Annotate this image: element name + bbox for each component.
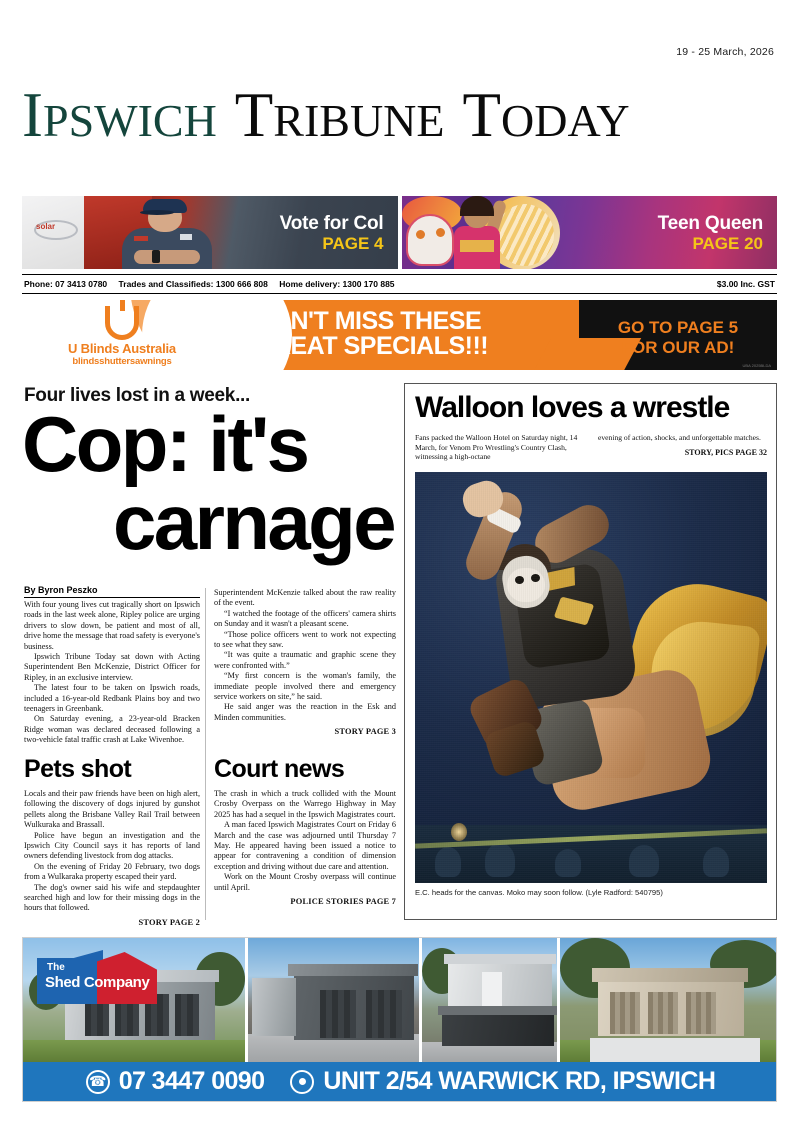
- lead-kicker: Four lives lost in a week...: [24, 385, 251, 406]
- phone-icon: [86, 1070, 110, 1094]
- paragraph: On the evening of Friday 20 February, two dogs from a Wulkaraka property escaped their yard.: [24, 861, 200, 882]
- feature-story-pointer: STORY, PICS PAGE 32: [684, 447, 767, 457]
- paragraph: The crash in which a truck collided with the Mount Crosby Overpass on the Warrego Highway in May 2025 has had a sequel in the Ipswich Magistrates court.: [214, 789, 396, 819]
- shed-phone-number: 07 3447 0090: [118, 1067, 265, 1095]
- ublinds-fine-print: UBA 2025BLDA: [742, 363, 771, 368]
- paragraph: Police have begun an investigation and the Ipswich City Council says it has reports of land owners defending livestock from dog attacks.: [24, 830, 200, 861]
- cover-price: $3.00 Inc. GST: [716, 279, 775, 289]
- paragraph: Locals and their paw friends have been on high alert, following the discovery of dogs injured by gunshot pellets along the Brisbane Valley Rail Trail between Wulkuraka and Brassall.: [24, 789, 200, 830]
- ublinds-headline-line2: GREAT SPECIALS!!!: [254, 332, 489, 360]
- teaser-title: Vote for Col: [279, 212, 384, 234]
- teaser-teen-text: [658, 213, 763, 253]
- paragraph: Ipswich Tribune Today sat down with Acting Superintendent Ben McKenzie, District Officer for Ripley, in an exclusive interview.: [24, 652, 200, 682]
- masthead-title: [22, 80, 777, 150]
- paragraph: “It was quite a traumatic and graphic scene they were confronted with.”: [214, 650, 396, 670]
- shed-contact-bar: [23, 1062, 777, 1101]
- contact-bar: [22, 274, 777, 294]
- ublinds-cta-line2: FOR OUR AD!: [621, 338, 735, 357]
- teaser-teen-queen[interactable]: [402, 196, 778, 269]
- lead-body-column-2: [214, 588, 396, 738]
- feature-story-box: [404, 383, 777, 920]
- contact-numbers: [24, 279, 404, 289]
- paragraph: “Those police officers went to work not expecting to see what they saw.: [214, 629, 396, 650]
- ublinds-headline-line1: DON'T MISS THESE: [254, 307, 482, 335]
- ublinds-banner-ad[interactable]: [22, 300, 777, 370]
- ublinds-cta-line1: GO TO PAGE 5: [617, 318, 739, 337]
- teaser-page-ref: PAGE 20: [692, 233, 763, 253]
- teaser-vote-for-col[interactable]: [22, 196, 398, 269]
- teaser-mask: [406, 214, 454, 266]
- feature-intro-col1: Fans packed the Walloon Hotel on Saturday night, 14 March, for Venom Pro Wrestling's Country Clash, witnessing a high-octane: [415, 433, 578, 462]
- feature-headline: Walloon loves a wrestle: [415, 391, 730, 424]
- shed-company-ad[interactable]: [22, 937, 777, 1102]
- wrestling-photo-caption: E.C. heads for the canvas. Moko may soon follow. (Lyle Radford: 540795): [415, 888, 663, 897]
- contact-trades: Trades and Classifieds: 1300 666 808: [118, 279, 268, 289]
- shed-company-logo: [37, 946, 157, 1004]
- paragraph: On Saturday evening, a 23-year-old Bracken Ridge woman was declared deceased following a two-vehicle fatal traffic crash at Lake Wivenhoe.: [24, 714, 200, 745]
- location-pin-icon: [290, 1070, 314, 1094]
- court-headline: Court news: [214, 755, 345, 783]
- feature-intro: [415, 433, 767, 462]
- lead-byline: By Byron Peszko: [24, 585, 200, 598]
- shed-logo-line2: Shed Company: [45, 974, 150, 991]
- masthead-word-ipswich: IPSWICH: [22, 80, 217, 150]
- lead-headline-line1: Cop: it's: [22, 400, 308, 488]
- ublinds-brand-name: U Blinds Australia: [68, 341, 176, 356]
- column-rule: [205, 588, 206, 920]
- paragraph: A man faced Ipswich Magistrates Court on Friday 6 March and the case was adjourned until Thursday 7 May. He appeared having been issued a notice to appear for contravening a condition of dimension exception and driving without due care and attention.: [214, 820, 396, 871]
- feature-intro-col2-wrap: [598, 433, 767, 462]
- shed-photo-2: [248, 938, 420, 1064]
- lead-body-column-1: [24, 600, 200, 746]
- u-logo-icon: [105, 306, 139, 340]
- shed-photo-4: [560, 938, 777, 1064]
- lead-headline-line2: carnage: [113, 478, 394, 566]
- story-pointer: STORY PAGE 2: [138, 917, 200, 927]
- teaser-page-ref: PAGE 4: [322, 233, 384, 253]
- shed-logo-line1: The: [47, 962, 65, 973]
- shed-photo-3: [422, 938, 557, 1064]
- wrestling-photo: [415, 472, 767, 883]
- pets-body: [24, 789, 200, 928]
- paragraph: With four young lives cut tragically short on Ipswich roads in the last week alone, Ripley police are urging drivers to slow down, be patient and most of all, drive home the message that road safety is everyone's business.: [24, 600, 200, 651]
- ublinds-tagline: blindsshuttersawnings: [72, 356, 172, 367]
- ublinds-cta[interactable]: [593, 318, 763, 358]
- story-pointer: POLICE STORIES PAGE 7: [290, 897, 396, 907]
- contact-phone: Phone: 07 3413 0780: [24, 279, 108, 289]
- shed-phone-item[interactable]: [86, 1067, 265, 1096]
- paragraph: Superintendent McKenzie talked about the raw reality of the event.: [214, 588, 396, 608]
- paragraph: He said anger was the reaction in the Esk and Minden communities.: [214, 702, 396, 722]
- pets-headline: Pets shot: [24, 755, 132, 783]
- ublinds-logo: [52, 306, 192, 367]
- teaser-man-photo: [114, 200, 220, 269]
- paragraph: Work on the Mount Crosby overpass will continue until April.: [214, 872, 396, 892]
- paragraph: “I watched the footage of the officers' camera shirts on Sunday and it wasn't a pleasant scene.: [214, 608, 396, 629]
- shed-address: UNIT 2/54 WARWICK RD, IPSWICH: [323, 1067, 716, 1095]
- paragraph: The latest four to be taken on Ipswich roads, included a 16-year-old Redbank Plains boy and two teenagers in Greenbank.: [24, 683, 200, 714]
- masthead-word-today: TODAY: [462, 80, 630, 150]
- lead-headline: [22, 400, 394, 566]
- teaser-vote-text: [280, 213, 384, 253]
- teaser-title: Teen Queen: [657, 212, 763, 234]
- masthead-word-tribune: TRIBUNE: [234, 80, 445, 150]
- ublinds-headline: [254, 309, 488, 359]
- feature-intro-col2: evening of action, shocks, and unforgettable matches.: [598, 433, 761, 442]
- story-pointer: STORY PAGE 3: [334, 727, 396, 737]
- paragraph: The dog's owner said his wife and stepdaughter searched high and low for their missing dogs in the hours that followed.: [24, 882, 200, 913]
- shed-address-item[interactable]: [290, 1067, 715, 1096]
- teaser-van-badge-text: solar: [36, 222, 56, 231]
- contact-delivery: Home delivery: 1300 170 885: [279, 279, 395, 289]
- teaser-strip-row: [22, 196, 777, 269]
- court-body: [214, 789, 396, 907]
- issue-date: 19 - 25 March, 2026: [676, 46, 774, 58]
- paragraph: “My first concern is the woman's family, the immediate people involved there and emergency service workers on site,” he said.: [214, 671, 396, 702]
